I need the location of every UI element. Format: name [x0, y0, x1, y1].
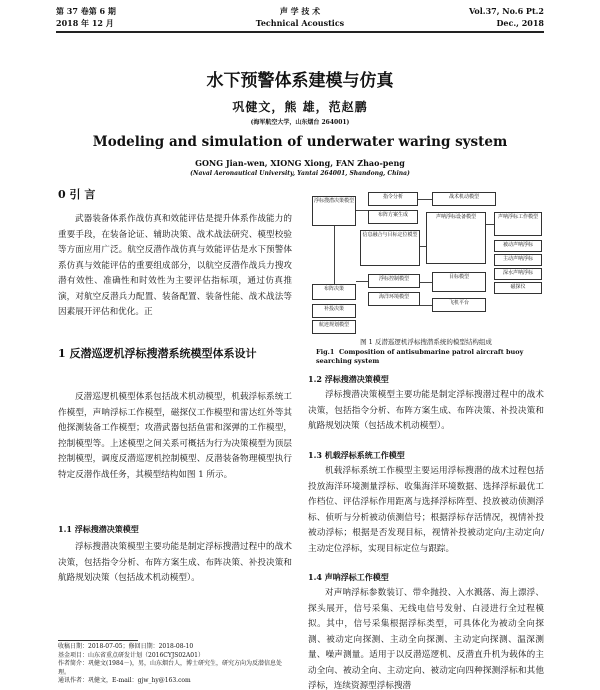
- subsection-1-4-heading: 1.4 声呐浮标工作模型: [308, 572, 389, 582]
- box-passive-sonar: 被动声呐浮标: [494, 240, 542, 252]
- box-ocean-environment: 海洋环境模型: [368, 292, 420, 306]
- subsection-1-4-body: 对声呐浮标参数装订、带伞抛投、入水溅落、海上漂浮、探头展开，信号采集、无线电信号发射、白浸进行全过程模拟。其中，信号采集根据浮标类型，可具体化为被动全向探测、被动定向探测、主动全向探测、主动定向探测、温深测量、噪声测量。适用于以反潜巡逻机、反潜直升机为载体的主动全向、被动全向、主动定向、被动定向四种探测浮标和其他浮标，连续资源型浮标搜潜: [308, 588, 544, 690]
- box-command-analysis: 指令分析: [368, 192, 418, 206]
- connector: [486, 224, 494, 225]
- box-decision-model: 浮标搜潜决策模型: [312, 196, 356, 226]
- journal-date-en: Dec., 2018: [496, 18, 544, 28]
- box-deploy-decision: 布阵决策: [312, 284, 356, 300]
- journal-volume: 第 37 卷第 6 期: [56, 6, 116, 16]
- footnote-corresponding: 通讯作者：巩健文，E-mail：gjw_hy@163.com: [58, 677, 191, 684]
- box-aircraft-platform: 飞机平台: [432, 298, 486, 312]
- connector: [420, 305, 432, 306]
- subsection-1-1-heading: 1.1 浮标搜潜决策模型: [58, 524, 139, 534]
- box-tactical-maneuver: 战术机动模型: [432, 192, 496, 206]
- intro-heading: 0 引 言: [58, 188, 96, 201]
- figure-caption-en-text: Composition of antisubmarine patrol aircraft buoy searching system: [316, 348, 524, 365]
- authors-cn: 巩健文，熊 雄，范赵鹏: [232, 100, 368, 114]
- box-buoy-control: 浮标控制模型: [368, 274, 420, 288]
- footnote: [58, 643, 292, 686]
- header-rule: [56, 31, 544, 33]
- intro-body: 武器装备体系作战仿真和效能评估是提升体系作战能力的重要手段，在装备论证、辅助决策、战术战法研究、模型校验等方面应用广泛。航空反潜作战仿真与效能评估是水下预警体系仿真与效能评估的重要组成部分，以航空反潜作战兵力搜攻潜有效性、准确性和时效性为主要评估指标项，通过仿真推演，对航空反潜兵力配置、装备配置、装备性能、战术战法等因素展开评估和优化。正: [58, 214, 292, 317]
- box-buoy-work: 声呐浮标工作模型: [494, 212, 542, 236]
- box-active-sonar: 主动声呐浮标: [494, 254, 542, 266]
- connector: [420, 246, 426, 247]
- figure-label: Fig.1: [316, 348, 335, 356]
- subsection-1-1-body: 浮标搜潜决策模型主要功能是制定浮标搜潜过程中的战术决策，包括指令分析、布阵方案生成、布阵决策、补投决策和航路规划决策（包括战术机动模型）。: [58, 542, 292, 583]
- authors-en: GONG Jian-wen, XIONG Xiong, FAN Zhao-peng: [195, 158, 405, 168]
- paper-title-cn: 水下预警体系建模与仿真: [206, 71, 394, 91]
- box-deploy-plan: 布阵方案生成: [368, 210, 418, 224]
- subsection-1-2-heading: 1.2 浮标搜潜决策模型: [308, 374, 389, 384]
- journal-name-cn: 声 学 技 术: [279, 6, 321, 16]
- connector: [356, 210, 368, 211]
- box-target: 目标模型: [432, 272, 486, 292]
- box-replenish-decision: 补投决策: [312, 304, 356, 318]
- footnote-rule: [58, 640, 138, 641]
- box-sonar-equipment: 声呐浮标设备模型: [426, 212, 486, 264]
- connector: [334, 226, 335, 284]
- affiliation-cn: (海军航空大学，山东烟台 264001): [250, 119, 350, 126]
- box-info-fusion: 信息融合与目标定位模型: [360, 230, 420, 266]
- figure-caption-en: [316, 348, 544, 366]
- journal-name-en: Technical Acoustics: [255, 18, 345, 28]
- box-track-planning: 航迹规划模型: [312, 320, 356, 334]
- affiliation-en: (Naval Aeronautical University, Yantai 264001, Shandong, China): [190, 170, 410, 177]
- subsection-1-3-heading: 1.3 机载浮标系统工作模型: [308, 450, 405, 460]
- journal-volume-en: Vol.37, No.6 Pt.2: [468, 6, 544, 16]
- footnote-fund: 基金项目：山东省重点研发计划（2016CYJS02A01）: [58, 651, 204, 659]
- footnote-received: 收稿日期：2018-07-05；修回日期：2018-08-10: [58, 643, 194, 650]
- paper-title-en: Modeling and simulation of underwater waring system: [92, 134, 508, 150]
- subsection-1-3-body: 机载浮标系统工作模型主要运用浮标搜潜的战术过程包括投放海洋环境测量浮标、收集海洋环境数据、选择浮标最优工作档位、评估浮标作用距离与选择浮标阵型、投放被动侦测浮标、侦听与分析被动侦测信号；根据浮标存活情况，视情补投被动浮标；根据是否发现目标，视情补投被动定向/主动定向/主动定位浮标，实现目标定位与跟踪。: [308, 466, 544, 554]
- footnote-author: 作者简介：巩健文(1984－)，男，山东烟台人，博士研究生，研究方向为反潜信息处理。: [58, 660, 282, 676]
- connector: [418, 199, 432, 200]
- figure-1-diagram: [308, 190, 544, 336]
- box-magnetometer: 磁探仪: [494, 282, 542, 294]
- connector: [356, 281, 368, 282]
- connector: [420, 282, 432, 283]
- figure-caption-cn: 图 1 反潜巡逻机浮标搜潜系统的模型结构组成: [360, 338, 492, 346]
- section1-body: 反潜巡逻机模型体系包括战术机动模型，机载浮标系统工作模型，声呐浮标工作模型，磁探仪工作模型和雷达红外等其他探测装备工作模型；攻潜武器包括鱼雷和深弹的工作模型，控制模型等。上述模型之间关系可概括为行为决策模型为顶层控制模型，调度反潜巡逻机控制模型、反潜装备物理模型执行特定反潜作战任务，其模型结构如图 1 所示。: [58, 392, 292, 480]
- section1-heading: 1 反潜巡逻机浮标搜潜系统模型体系设计: [58, 347, 257, 360]
- subsection-1-2-body: 浮标搜潜决策模型主要功能是制定浮标搜潜过程中的战术决策，包括指令分析、布阵方案生成、布阵决策、补投决策和航路规划决策（包括战术机动模型）。: [308, 390, 544, 431]
- journal-date-cn: 2018 年 12 月: [56, 18, 114, 28]
- box-deep-sonar: 深水声呐浮标: [494, 268, 542, 280]
